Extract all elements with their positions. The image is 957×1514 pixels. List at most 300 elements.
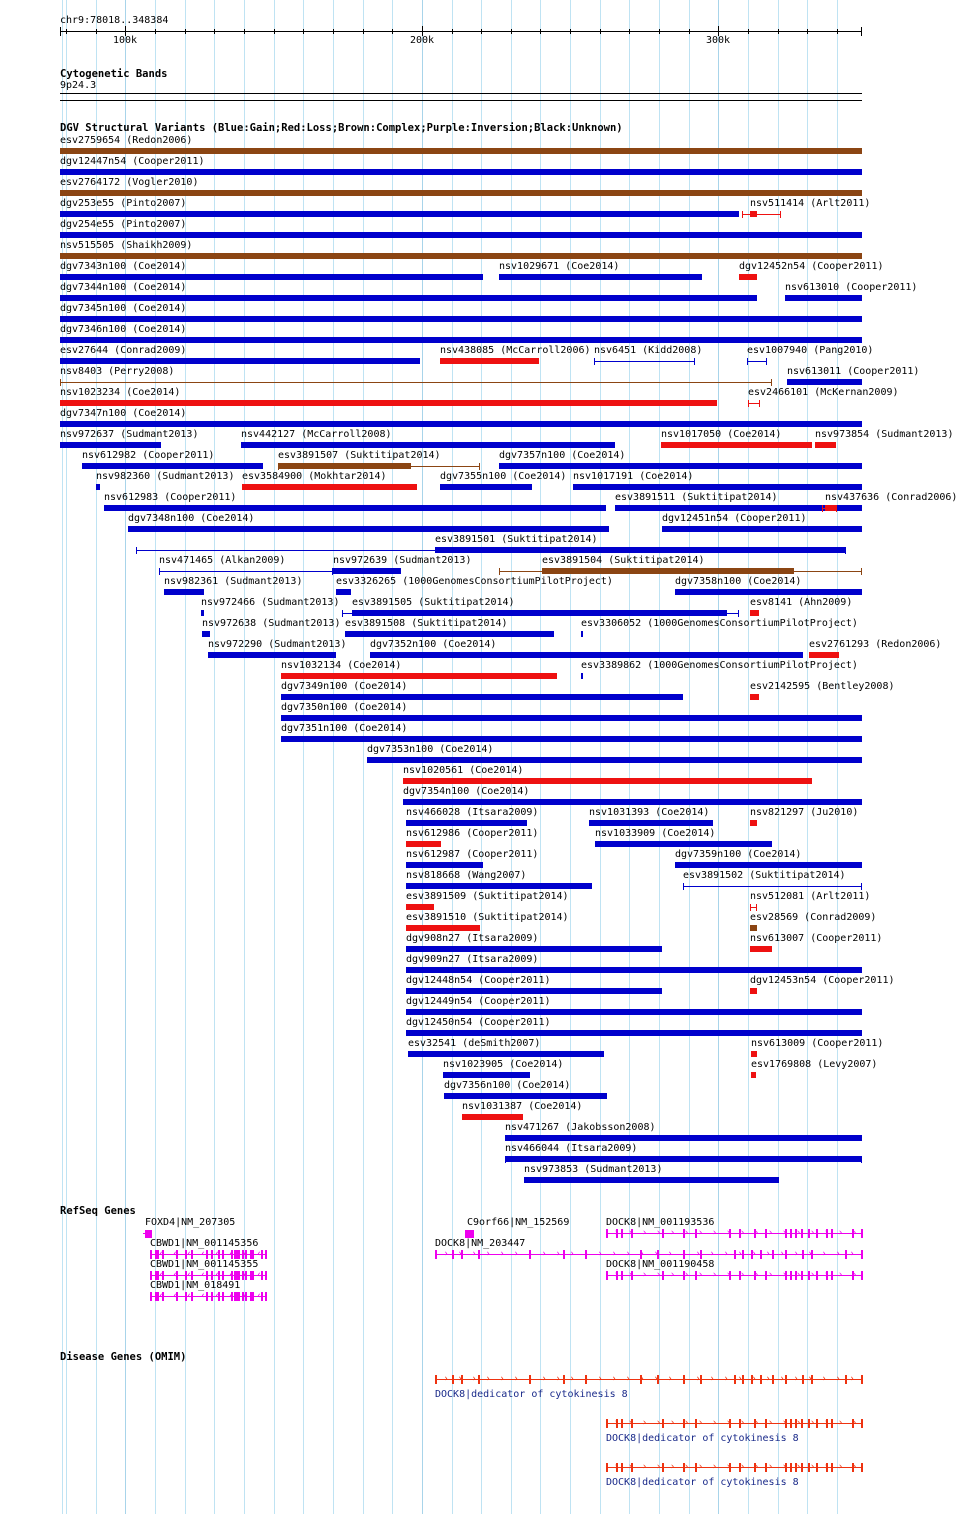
- grid-line: [363, 0, 364, 1514]
- omim-gene-strand-arrow: ›: [709, 1374, 715, 1384]
- ruler-minor-tick: [511, 29, 512, 34]
- dgv-feature-label: dgv12448n54 (Cooper2011): [406, 975, 551, 986]
- dgv-feature-label: nsv973853 (Sudmant2013): [524, 1164, 663, 1175]
- ruler-minor-tick: [66, 29, 67, 34]
- dgv-feature-label: esv2142595 (Bentley2008): [750, 681, 895, 692]
- omim-gene-strand-arrow: ›: [781, 1418, 788, 1428]
- omim-gene-strand-arrow: ›: [613, 1462, 620, 1472]
- dgv-feature-bar: [60, 316, 862, 322]
- dgv-feature-end-tick: [742, 211, 743, 218]
- dgv-feature-end-tick: [759, 400, 760, 407]
- refseq-gene-strand-arrow: ›: [793, 1249, 799, 1259]
- grid-line: [274, 0, 275, 1514]
- dgv-feature-label: esv3891502 (Suktitipat2014): [683, 870, 846, 881]
- refseq-gene-exon: [265, 1292, 267, 1301]
- omim-gene-strand-arrow: ›: [669, 1418, 676, 1428]
- dgv-feature-label: dgv253e55 (Pinto2007): [60, 198, 187, 209]
- dgv-feature-bar: [60, 253, 862, 259]
- dgv-feature-bar: [662, 526, 862, 532]
- dgv-feature-label: nsv1023234 (Coe2014): [60, 387, 181, 398]
- refseq-gene-exon: [265, 1271, 267, 1280]
- dgv-feature-bar: [352, 610, 727, 616]
- refseq-gene-strand-arrow: ›: [809, 1228, 816, 1238]
- refseq-gene-strand-arrow: ‹: [172, 1249, 178, 1259]
- dgv-feature-label: nsv972638 (Sudmant2013): [202, 618, 341, 629]
- omim-gene-exon: [662, 1463, 664, 1472]
- refseq-gene-strand-arrow: ›: [541, 1249, 547, 1259]
- refseq-gene-exon: [772, 1250, 774, 1259]
- dgv-feature-bar: [60, 190, 862, 196]
- omim-gene-strand-arrow: ›: [767, 1418, 774, 1428]
- refseq-gene-exon: [211, 1292, 213, 1301]
- omim-gene-exon: [563, 1375, 565, 1384]
- ruler-minor-tick: [778, 29, 779, 34]
- dgv-feature-label: esv3326265 (1000GenomesConsortiumPilotProject): [336, 576, 613, 587]
- dgv-feature-bar: [281, 715, 862, 721]
- refseq-gene-strand-arrow: ›: [471, 1249, 477, 1259]
- dgv-feature-label: nsv1023905 (Coe2014): [443, 1059, 564, 1070]
- dgv-feature-bar: [444, 1093, 607, 1099]
- dgv-feature-label: dgv7348n100 (Coe2014): [128, 513, 255, 524]
- dgv-feature-bar: [367, 757, 862, 763]
- refseq-gene-strand-arrow: ‹: [200, 1249, 206, 1259]
- refseq-gene-label: DOCK8|NM_001190458: [606, 1259, 715, 1270]
- refseq-gene-strand-arrow: ›: [809, 1270, 816, 1280]
- dgv-feature-label: dgv7359n100 (Coe2014): [675, 849, 802, 860]
- omim-gene-exon: [606, 1419, 608, 1428]
- refseq-gene-exon: [238, 1250, 240, 1259]
- grid-line: [303, 0, 304, 1514]
- omim-gene-label: DOCK8|dedicator of cytokinesis 8: [435, 1389, 628, 1400]
- dgv-feature-label: nsv471465 (Alkan2009): [159, 555, 286, 566]
- dgv-feature-bar: [406, 925, 480, 931]
- omim-gene-exon: [765, 1419, 767, 1428]
- refseq-track-title: RefSeq Genes: [60, 1205, 136, 1217]
- refseq-gene-strand-arrow: ‹: [214, 1291, 220, 1301]
- refseq-gene-exon: [861, 1250, 863, 1259]
- omim-gene-exon: [772, 1375, 774, 1384]
- omim-gene-strand-arrow: ›: [823, 1462, 830, 1472]
- dgv-feature-label: dgv12447n54 (Cooper2011): [60, 156, 205, 167]
- cytoband-bar-bottom: [60, 100, 862, 101]
- refseq-gene-strand-arrow: ›: [795, 1228, 802, 1238]
- omim-gene-strand-arrow: ›: [683, 1418, 690, 1428]
- omim-gene-strand-arrow: ›: [835, 1374, 841, 1384]
- dgv-feature-bar: [787, 379, 862, 385]
- dgv-feature-end-tick: [136, 547, 137, 554]
- refseq-gene-label: C9orf66|NM_152569: [467, 1217, 570, 1228]
- omim-gene-strand-arrow: ›: [625, 1374, 631, 1384]
- dgv-feature-bar: [524, 1177, 779, 1183]
- ruler-minor-tick: [333, 29, 334, 34]
- dgv-feature-bar: [751, 1051, 757, 1057]
- refseq-gene-strand-arrow: ›: [669, 1228, 676, 1238]
- refseq-gene-strand-arrow: ›: [767, 1228, 774, 1238]
- ruler-tick-label: 200k: [410, 35, 435, 46]
- dgv-feature-bar: [683, 886, 862, 887]
- omim-gene-strand-arrow: ›: [823, 1418, 830, 1428]
- refseq-gene-exon: [861, 1271, 863, 1280]
- dgv-feature-bar: [750, 211, 757, 217]
- refseq-gene-exon: [662, 1229, 664, 1238]
- dgv-feature-label: esv3891508 (Suktitipat2014): [345, 618, 508, 629]
- omim-gene-strand-arrow: ›: [711, 1462, 718, 1472]
- dgv-feature-label: nsv972637 (Sudmant2013): [60, 429, 199, 440]
- refseq-gene-exon: [252, 1292, 254, 1301]
- refseq-gene-strand-arrow: ›: [795, 1270, 802, 1280]
- ruler-minor-tick: [570, 29, 571, 34]
- refseq-gene-exon: [563, 1250, 565, 1259]
- dgv-feature-end-tick: [861, 883, 862, 890]
- omim-gene-strand-arrow: ›: [681, 1374, 687, 1384]
- dgv-feature-label: nsv515505 (Shaikh2009): [60, 240, 193, 251]
- dgv-feature-label: esv1007940 (Pang2010): [747, 345, 874, 356]
- dgv-track-title: DGV Structural Variants (Blue:Gain;Red:Loss;Brown:Complex;Purple:Inversion;Black:Unknown): [60, 122, 623, 134]
- dgv-feature-end-tick: [342, 610, 343, 617]
- dgv-feature-bar: [406, 883, 593, 889]
- dgv-feature-bar: [60, 232, 862, 238]
- dgv-feature-end-tick: [159, 568, 160, 575]
- dgv-feature-bar: [242, 484, 417, 490]
- dgv-feature-label: nsv1029671 (Coe2014): [499, 261, 620, 272]
- refseq-gene-strand-arrow: ›: [627, 1228, 634, 1238]
- dgv-feature-label: nsv1017191 (Coe2014): [573, 471, 694, 482]
- dgv-feature-label: dgv7355n100 (Coe2014): [440, 471, 567, 482]
- omim-gene-strand-arrow: ›: [781, 1462, 788, 1472]
- omim-gene-exon: [861, 1463, 863, 1472]
- dgv-feature-bar: [104, 505, 605, 511]
- dgv-feature-label: esv27644 (Conrad2009): [60, 345, 187, 356]
- refseq-gene-exon: [238, 1292, 240, 1301]
- refseq-gene-exon: [211, 1250, 213, 1259]
- dgv-feature-label: nsv6451 (Kidd2008): [594, 345, 703, 356]
- refseq-gene-exon: [265, 1250, 267, 1259]
- dgv-feature-label: nsv972639 (Sudmant2013): [333, 555, 472, 566]
- omim-gene-strand-arrow: ›: [655, 1418, 662, 1428]
- refseq-gene-exon: [452, 1250, 454, 1259]
- dgv-feature-bar: [60, 400, 717, 406]
- dgv-feature-bar: [661, 442, 812, 448]
- refseq-gene-strand-arrow: ›: [737, 1249, 743, 1259]
- dgv-feature-end-tick: [756, 904, 757, 911]
- dgv-feature-bar: [435, 547, 846, 553]
- omim-gene-strand-arrow: ›: [613, 1418, 620, 1428]
- omim-gene-exon: [734, 1375, 736, 1384]
- refseq-gene-strand-arrow: ›: [753, 1228, 760, 1238]
- dgv-feature-label: nsv613007 (Cooper2011): [750, 933, 883, 944]
- refseq-gene-strand-arrow: ›: [683, 1270, 690, 1280]
- refseq-gene-strand-arrow: ›: [499, 1249, 505, 1259]
- dgv-feature-label: nsv613009 (Cooper2011): [751, 1038, 884, 1049]
- refseq-gene-exon: [206, 1250, 208, 1259]
- dgv-feature-label: esv8141 (Ahn2009): [750, 597, 853, 608]
- dgv-feature-bar: [594, 361, 695, 362]
- refseq-gene-strand-arrow: ›: [697, 1228, 704, 1238]
- dgv-feature-end-tick: [771, 379, 772, 386]
- omim-gene-strand-arrow: ›: [639, 1374, 645, 1384]
- refseq-gene-strand-arrow: ›: [625, 1249, 631, 1259]
- dgv-feature-bar: [747, 361, 768, 362]
- omim-gene-strand-arrow: ›: [851, 1462, 858, 1472]
- refseq-gene-exon: [760, 1250, 762, 1259]
- refseq-gene-strand-arrow: ›: [627, 1270, 634, 1280]
- refseq-gene-strand-arrow: ‹: [242, 1270, 248, 1280]
- omim-gene-strand-arrow: ›: [837, 1418, 844, 1428]
- dgv-feature-bar: [440, 484, 532, 490]
- dgv-feature-label: dgv12449n54 (Cooper2011): [406, 996, 551, 1007]
- refseq-gene-exon: [816, 1229, 818, 1238]
- dgv-feature-bar: [825, 505, 835, 511]
- ruler-minor-tick: [689, 29, 690, 34]
- refseq-gene-intron-line: [150, 1275, 266, 1276]
- ruler-minor-tick: [659, 29, 660, 34]
- dgv-feature-bar: [542, 568, 794, 574]
- refseq-gene-strand-arrow: ›: [681, 1249, 687, 1259]
- dgv-feature-label: nsv1033909 (Coe2014): [595, 828, 716, 839]
- omim-gene-label: DOCK8|dedicator of cytokinesis 8: [606, 1477, 799, 1488]
- refseq-gene-strand-arrow: ‹: [242, 1249, 248, 1259]
- refseq-gene-strand-arrow: ›: [821, 1249, 827, 1259]
- refseq-gene-exon: [206, 1292, 208, 1301]
- refseq-gene-strand-arrow: ›: [837, 1270, 844, 1280]
- refseq-gene-label: CBWD1|NM_001145356: [150, 1238, 259, 1249]
- dgv-feature-label: nsv1032134 (Coe2014): [281, 660, 402, 671]
- omim-gene-strand-arrow: ›: [667, 1374, 673, 1384]
- refseq-gene-exon: [206, 1271, 208, 1280]
- omim-gene-strand-arrow: ›: [765, 1374, 771, 1384]
- omim-gene-strand-arrow: ›: [795, 1418, 802, 1428]
- ruler-minor-tick: [452, 29, 453, 34]
- dgv-feature-end-tick: [60, 379, 61, 386]
- refseq-gene-strand-arrow: ›: [725, 1270, 732, 1280]
- omim-gene-strand-arrow: ›: [513, 1374, 519, 1384]
- refseq-gene-strand-arrow: ‹: [186, 1291, 192, 1301]
- refseq-gene-strand-arrow: ‹: [228, 1291, 234, 1301]
- refseq-gene-strand-arrow: ›: [781, 1228, 788, 1238]
- dgv-feature-bar: [406, 1009, 862, 1015]
- omim-gene-strand-arrow: ›: [541, 1374, 547, 1384]
- refseq-gene-exon: [150, 1271, 152, 1280]
- refseq-gene-strand-arrow: ›: [765, 1249, 771, 1259]
- omim-gene-strand-arrow: ›: [583, 1374, 589, 1384]
- refseq-gene-label: CBWD1|NM_018491: [150, 1280, 241, 1291]
- dgv-feature-bar: [201, 610, 204, 616]
- omim-gene-strand-arrow: ›: [527, 1374, 533, 1384]
- refseq-gene-strand-arrow: ‹: [256, 1270, 262, 1280]
- dgv-feature-bar: [336, 589, 351, 595]
- dgv-feature-bar: [750, 925, 757, 931]
- omim-gene-strand-arrow: ›: [641, 1462, 648, 1472]
- dgv-feature-label: nsv972290 (Sudmant2013): [208, 639, 347, 650]
- dgv-feature-end-tick: [750, 904, 751, 911]
- omim-gene-strand-arrow: ›: [739, 1418, 746, 1428]
- refseq-gene-exon: [845, 1250, 847, 1259]
- ruler-tick-label: 300k: [706, 35, 731, 46]
- omim-gene-strand-arrow: ›: [471, 1374, 477, 1384]
- omim-gene-exon: [760, 1375, 762, 1384]
- refseq-gene-strand-arrow: ›: [739, 1228, 746, 1238]
- dgv-feature-bar: [505, 1135, 862, 1141]
- dgv-feature-label: esv2764172 (Vogler2010): [60, 177, 199, 188]
- refseq-gene-strand-arrow: ›: [709, 1249, 715, 1259]
- dgv-feature-bar: [96, 484, 100, 490]
- dgv-feature-label: nsv613010 (Cooper2011): [785, 282, 918, 293]
- dgv-feature-label: nsv612982 (Cooper2011): [82, 450, 215, 461]
- refseq-gene-exon: [211, 1271, 213, 1280]
- region-label: chr9:78018..348384: [60, 15, 169, 26]
- omim-gene-exon: [831, 1419, 833, 1428]
- omim-gene-strand-arrow: ›: [795, 1462, 802, 1472]
- omim-gene-exon: [742, 1375, 744, 1384]
- refseq-gene-exon: [145, 1230, 152, 1238]
- omim-gene-strand-arrow: ›: [725, 1462, 732, 1472]
- ruler-tick: [60, 27, 61, 36]
- refseq-gene-strand-arrow: ›: [851, 1228, 858, 1238]
- refseq-gene-strand-arrow: ‹: [200, 1291, 206, 1301]
- refseq-gene-exon: [742, 1250, 744, 1259]
- refseq-gene-exon: [150, 1250, 152, 1259]
- refseq-gene-strand-arrow: ›: [739, 1270, 746, 1280]
- omim-gene-strand-arrow: ›: [443, 1374, 449, 1384]
- dgv-feature-label: dgv12451n54 (Cooper2011): [662, 513, 807, 524]
- refseq-gene-exon: [621, 1229, 623, 1238]
- refseq-gene-strand-arrow: ›: [807, 1249, 813, 1259]
- refseq-gene-exon: [435, 1250, 437, 1259]
- omim-gene-strand-arrow: ›: [753, 1462, 760, 1472]
- omim-gene-strand-arrow: ›: [793, 1374, 799, 1384]
- dgv-feature-bar: [750, 820, 757, 826]
- refseq-gene-strand-arrow: ‹: [158, 1249, 164, 1259]
- dgv-feature-label: dgv909n27 (Itsara2009): [406, 954, 539, 965]
- dgv-feature-label: nsv612987 (Cooper2011): [406, 849, 539, 860]
- dgv-feature-bar: [751, 1072, 755, 1078]
- omim-gene-exon: [621, 1419, 623, 1428]
- refseq-gene-exon: [150, 1292, 152, 1301]
- refseq-gene-strand-arrow: ›: [781, 1270, 788, 1280]
- refseq-gene-strand-arrow: ›: [823, 1270, 830, 1280]
- dgv-feature-bar: [581, 631, 583, 637]
- dgv-feature-bar: [406, 820, 528, 826]
- ruler-tick: [861, 27, 862, 36]
- dgv-feature-label: esv2759654 (Redon2006): [60, 135, 193, 146]
- refseq-gene-strand-arrow: ‹: [158, 1291, 164, 1301]
- refseq-gene-strand-arrow: ‹: [172, 1291, 178, 1301]
- refseq-gene-exon: [802, 1250, 804, 1259]
- omim-gene-strand-arrow: ›: [739, 1462, 746, 1472]
- dgv-feature-bar: [815, 442, 836, 448]
- dgv-feature-label: dgv7350n100 (Coe2014): [281, 702, 408, 713]
- dgv-feature-bar: [208, 652, 336, 658]
- refseq-gene-strand-arrow: ‹: [256, 1249, 262, 1259]
- refseq-gene-exon: [222, 1271, 224, 1280]
- refseq-gene-strand-arrow: ›: [513, 1249, 519, 1259]
- dgv-feature-end-tick: [836, 505, 837, 512]
- refseq-gene-strand-arrow: ›: [751, 1249, 757, 1259]
- dgv-feature-bar: [462, 1114, 523, 1120]
- omim-gene-exon: [802, 1375, 804, 1384]
- refseq-gene-strand-arrow: ›: [611, 1249, 617, 1259]
- dgv-feature-bar: [281, 694, 683, 700]
- omim-gene-strand-arrow: ›: [641, 1418, 648, 1428]
- ruler-minor-tick: [244, 29, 245, 34]
- omim-gene-exon: [816, 1419, 818, 1428]
- refseq-gene-strand-arrow: ‹: [228, 1270, 234, 1280]
- omim-gene-exon: [861, 1375, 863, 1384]
- dgv-feature-end-tick: [683, 883, 684, 890]
- dgv-feature-bar: [345, 631, 554, 637]
- refseq-gene-strand-arrow: ›: [725, 1228, 732, 1238]
- refseq-gene-strand-arrow: ›: [597, 1249, 603, 1259]
- dgv-feature-bar: [406, 988, 663, 994]
- dgv-feature-bar: [406, 904, 434, 910]
- refseq-gene-strand-arrow: ›: [695, 1249, 701, 1259]
- refseq-gene-strand-arrow: ›: [653, 1249, 659, 1259]
- dgv-feature-connector: [742, 214, 781, 215]
- dgv-feature-end-tick: [594, 358, 595, 365]
- refseq-gene-strand-arrow: ‹: [186, 1249, 192, 1259]
- refseq-gene-label: DOCK8|NM_203447: [435, 1238, 526, 1249]
- refseq-gene-exon: [831, 1271, 833, 1280]
- dgv-feature-bar: [505, 1156, 862, 1162]
- refseq-gene-strand-arrow: ›: [613, 1270, 620, 1280]
- dgv-feature-bar: [60, 442, 161, 448]
- refseq-gene-strand-arrow: ‹: [228, 1249, 234, 1259]
- cytoband-track-title: Cytogenetic Bands: [60, 68, 168, 80]
- dgv-feature-label: dgv7351n100 (Coe2014): [281, 723, 408, 734]
- cytoband-label: 9p24.3: [60, 80, 97, 91]
- omim-gene-strand-arrow: ›: [725, 1418, 732, 1428]
- refseq-gene-strand-arrow: ›: [669, 1270, 676, 1280]
- refseq-gene-strand-arrow: ›: [485, 1249, 491, 1259]
- dgv-feature-bar: [159, 571, 333, 572]
- dgv-feature-end-tick: [747, 358, 748, 365]
- dgv-feature-label: dgv12450n54 (Cooper2011): [406, 1017, 551, 1028]
- dgv-feature-end-tick: [499, 568, 500, 575]
- refseq-gene-strand-arrow: ›: [569, 1249, 575, 1259]
- dgv-feature-label: dgv12453n54 (Cooper2011): [750, 975, 895, 986]
- ruler-minor-tick: [837, 29, 838, 34]
- refseq-gene-strand-arrow: ›: [613, 1228, 620, 1238]
- omim-gene-exon: [785, 1375, 787, 1384]
- dgv-feature-label: nsv1031387 (Coe2014): [462, 1101, 583, 1112]
- dgv-feature-label: nsv512081 (Arlt2011): [750, 891, 871, 902]
- dgv-feature-bar: [406, 946, 663, 952]
- dgv-feature-label: esv3891509 (Suktitipat2014): [406, 891, 569, 902]
- omim-gene-exon: [790, 1419, 792, 1428]
- dgv-feature-label: nsv438085 (McCarroll2006): [440, 345, 591, 356]
- dgv-feature-bar: [128, 526, 609, 532]
- refseq-gene-strand-arrow: ‹: [186, 1270, 192, 1280]
- ruler-minor-tick: [629, 29, 630, 34]
- refseq-gene-intron-line: [150, 1254, 266, 1255]
- dgv-feature-bar: [60, 421, 862, 427]
- refseq-gene-strand-arrow: ›: [457, 1249, 463, 1259]
- dgv-feature-bar: [739, 274, 757, 280]
- refseq-gene-strand-arrow: ‹: [172, 1270, 178, 1280]
- refseq-gene-exon: [765, 1271, 767, 1280]
- dgv-feature-end-tick: [822, 505, 823, 512]
- refseq-gene-strand-arrow: ›: [697, 1270, 704, 1280]
- omim-gene-strand-arrow: ›: [849, 1374, 855, 1384]
- dgv-feature-bar: [581, 673, 583, 679]
- refseq-gene-exon: [816, 1271, 818, 1280]
- dgv-feature-label: nsv612983 (Cooper2011): [104, 492, 237, 503]
- dgv-feature-bar: [406, 862, 483, 868]
- dgv-feature-bar: [406, 1030, 862, 1036]
- dgv-feature-label: esv32541 (deSmith2007): [408, 1038, 541, 1049]
- dgv-feature-label: dgv7354n100 (Coe2014): [403, 786, 530, 797]
- omim-gene-strand-arrow: ›: [751, 1374, 757, 1384]
